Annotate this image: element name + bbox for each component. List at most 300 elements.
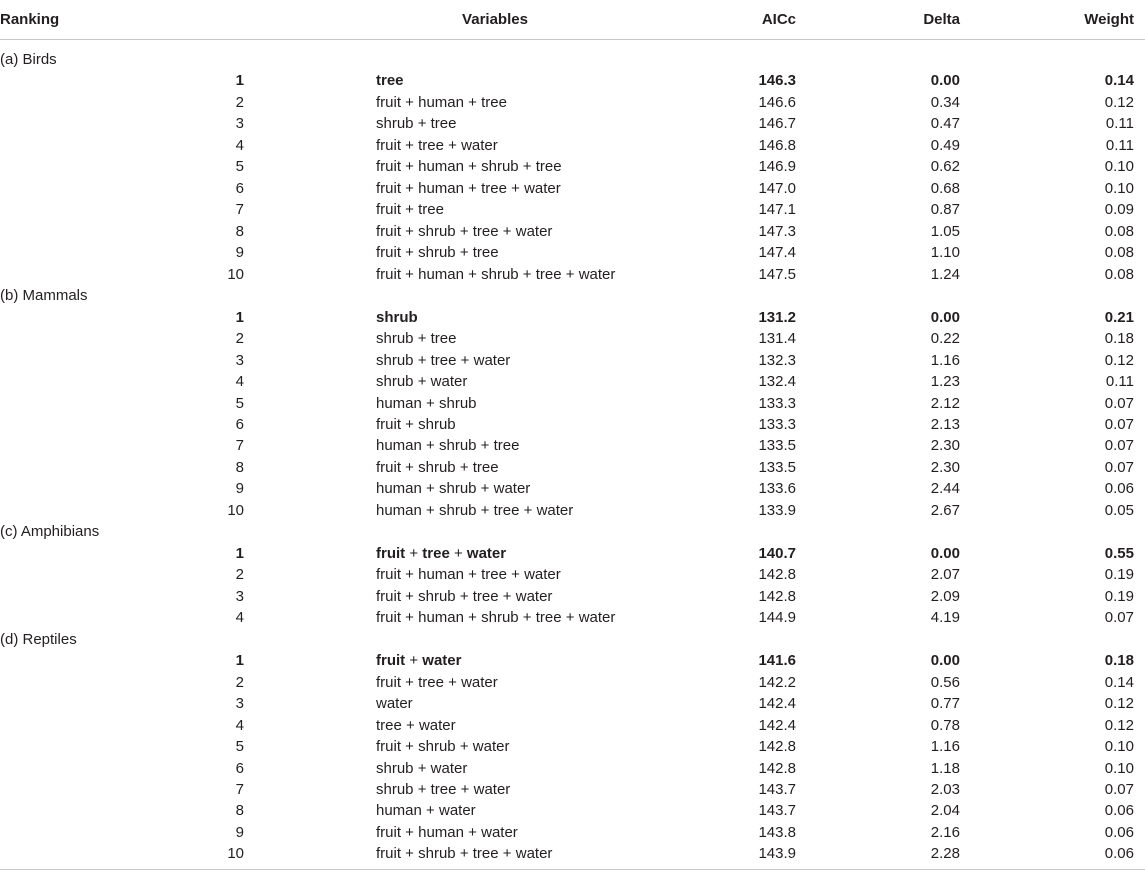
aicc-cell: 132.4 [758,373,796,391]
variable-term: fruit [376,823,402,841]
variables-cell [376,823,518,842]
variable-term: human [418,823,464,841]
table-row [0,821,1145,843]
delta-cell: 1.18 [930,759,960,777]
table-row [0,542,1145,564]
delta-cell: 0.22 [930,330,960,348]
variable-term: tree [418,136,444,154]
plus-sign: + [464,609,482,627]
variables-cell [376,651,461,670]
weight-cell: 0.14 [1104,72,1134,90]
variable-term: water [430,373,468,391]
weight-cell: 0.06 [1104,823,1134,841]
variable-term: shrub [438,501,477,519]
weight-cell: 0.18 [1104,330,1134,348]
aicc-cell: 147.1 [758,201,796,219]
plus-sign: + [518,158,536,176]
plus-sign: + [449,544,467,562]
variable-term: water [515,845,553,863]
aicc-cell: 146.3 [758,72,796,90]
variable-term: tree [418,201,444,219]
delta-cell: 0.56 [930,673,960,691]
variable-term: fruit [376,544,406,562]
variable-term: shrub [418,738,456,756]
plus-sign: + [421,437,439,455]
delta-cell: 1.24 [930,265,960,283]
variable-term: water [578,609,616,627]
variables-cell [376,351,510,370]
variable-term: tree [430,330,457,348]
rank-cell: 3 [235,695,244,713]
weight-cell: 0.06 [1104,802,1134,820]
aicc-cell: 133.5 [758,437,796,455]
aicc-cell: 147.3 [758,222,796,240]
variable-term: fruit [376,845,402,863]
variables-cell [376,179,561,198]
plus-sign: + [455,458,473,476]
variable-term: tree [535,609,562,627]
plus-sign: + [421,501,439,519]
variables-cell [376,801,476,820]
variables-cell [376,458,499,477]
delta-cell: 0.87 [930,201,960,219]
delta-cell: 2.04 [930,802,960,820]
variable-term: fruit [376,415,402,433]
delta-cell: 0.68 [930,179,960,197]
variables-cell [376,759,467,778]
variable-term: water [461,136,498,154]
table-row [0,263,1145,285]
variable-term: water [515,222,553,240]
delta-cell: 0.00 [930,652,960,670]
weight-cell: 0.12 [1104,351,1134,369]
delta-cell: 1.23 [930,373,960,391]
aicc-cell: 141.6 [758,652,796,670]
plus-sign: + [401,244,419,262]
group-label: (d) Reptiles [0,630,77,648]
aicc-cell: 133.9 [758,501,796,519]
variables-cell [376,329,457,348]
weight-cell: 0.12 [1104,695,1134,713]
rank-cell: 1 [235,544,244,562]
table-row [0,842,1145,864]
variables-cell [376,265,615,284]
variable-term: fruit [376,673,402,691]
weight-cell: 0.19 [1104,566,1134,584]
aicc-cell: 146.6 [758,93,796,111]
variable-term: fruit [376,738,402,756]
variable-term: shrub [418,587,456,605]
plus-sign: + [413,115,431,133]
variable-term: fruit [376,222,402,240]
weight-cell: 0.10 [1104,759,1134,777]
aicc-cell: 142.8 [758,759,796,777]
variables-cell [376,308,418,327]
variable-term: shrub [418,458,456,476]
variables-cell [376,479,530,498]
plus-sign: + [498,845,516,863]
weight-cell: 0.06 [1104,480,1134,498]
aicc-cell: 144.9 [758,609,796,627]
plus-sign: + [476,480,494,498]
table-row [0,456,1145,478]
table-row [0,370,1145,392]
weight-cell: 0.09 [1104,201,1134,219]
weight-cell: 0.08 [1104,244,1134,262]
plus-sign: + [464,566,482,584]
weight-cell: 0.08 [1104,222,1134,240]
variables-cell [376,694,413,713]
plus-sign: + [421,480,439,498]
delta-cell: 2.67 [930,501,960,519]
plus-sign: + [506,566,525,584]
aicc-cell: 142.8 [758,566,796,584]
table-row [0,413,1145,435]
group-label: (c) Amphibians [0,523,100,541]
variable-term: water [461,673,498,691]
delta-cell: 1.10 [930,244,960,262]
variable-term: tree [481,179,507,197]
plus-sign: + [405,652,423,670]
plus-sign: + [401,566,419,584]
variables-cell [376,394,477,413]
weight-cell: 0.21 [1104,308,1134,326]
plus-sign: + [455,222,473,240]
variable-term: shrub [376,759,414,777]
aicc-cell: 142.4 [758,695,796,713]
variable-term: fruit [376,265,402,283]
rank-cell: 3 [235,587,244,605]
aicc-cell: 146.8 [758,136,796,154]
delta-cell: 2.28 [930,845,960,863]
variable-term: tree [481,566,507,584]
table-row [0,392,1145,414]
variable-term: water [524,179,561,197]
weight-cell: 0.07 [1104,609,1134,627]
variables-cell [376,436,519,455]
aicc-cell: 143.7 [758,780,796,798]
aicc-cell: 146.7 [758,115,796,133]
plus-sign: + [498,587,516,605]
table-row [0,735,1145,757]
variable-term: water [473,351,511,369]
plus-sign: + [401,716,419,734]
variables-cell [376,157,562,176]
delta-cell: 0.62 [930,158,960,176]
table-row [0,606,1145,628]
rank-cell: 2 [235,566,244,584]
variable-term: shrub [438,480,477,498]
variables-cell [376,200,444,219]
variable-term: human [418,265,464,283]
plus-sign: + [456,351,474,369]
weight-cell: 0.12 [1104,716,1134,734]
variable-term: water [418,716,456,734]
rank-cell: 5 [235,738,244,756]
plus-sign: + [561,265,579,283]
variable-term: fruit [376,244,402,262]
variable-term: shrub [376,115,414,133]
plus-sign: + [464,158,482,176]
variable-term: tree [430,780,457,798]
aicc-cell: 143.7 [758,802,796,820]
variables-cell [376,780,510,799]
plus-sign: + [518,265,536,283]
weight-cell: 0.10 [1104,738,1134,756]
plus-sign: + [401,673,419,691]
aicc-cell: 133.6 [758,480,796,498]
variables-cell [376,415,456,434]
plus-sign: + [413,330,431,348]
table-row [0,69,1145,91]
variables-cell [376,243,499,262]
table-row [0,671,1145,693]
weight-cell: 0.05 [1104,501,1134,519]
weight-cell: 0.07 [1104,415,1134,433]
group-row [0,284,1145,306]
header-delta: Delta [923,11,960,28]
table-row [0,563,1145,585]
plus-sign: + [401,136,419,154]
aicc-cell: 132.3 [758,351,796,369]
rank-cell: 2 [235,673,244,691]
plus-sign: + [421,394,439,412]
weight-cell: 0.11 [1105,373,1134,391]
variable-term: fruit [376,93,402,111]
aicc-cell: 142.8 [758,738,796,756]
variable-term: tree [376,72,404,90]
rank-cell: 8 [235,458,244,476]
rank-cell: 10 [227,501,244,519]
header-aicc: AICc [761,11,796,28]
rank-cell: 6 [235,759,244,777]
variable-term: water [466,544,507,562]
plus-sign: + [455,587,473,605]
variable-term: shrub [438,437,477,455]
plus-sign: + [401,222,419,240]
delta-cell: 0.00 [930,544,960,562]
variable-term: human [418,179,464,197]
rank-cell: 9 [235,244,244,262]
group-label: (a) Birds [0,51,57,68]
variable-term: shrub [418,415,456,433]
rank-cell: 7 [235,437,244,455]
variables-cell [376,114,457,133]
rank-cell: 10 [227,265,244,283]
rank-cell: 4 [235,373,244,391]
table-row [0,649,1145,671]
weight-cell: 0.10 [1104,179,1134,197]
plus-sign: + [455,845,473,863]
variable-term: tree [493,501,520,519]
delta-cell: 1.05 [930,222,960,240]
plus-sign: + [476,501,494,519]
plus-sign: + [464,93,482,111]
variable-term: shrub [376,780,414,798]
table-header [0,0,1145,40]
delta-cell: 2.30 [930,458,960,476]
variables-cell [376,93,507,112]
variables-cell [376,608,615,627]
rank-cell: 2 [235,93,244,111]
variable-term: water [376,695,413,713]
plus-sign: + [443,673,462,691]
variable-term: tree [472,458,499,476]
plus-sign: + [456,780,474,798]
plus-sign: + [455,244,473,262]
plus-sign: + [518,609,536,627]
weight-cell: 0.10 [1104,158,1134,176]
table-row [0,692,1145,714]
plus-sign: + [401,823,419,841]
variable-term: tree [472,244,499,262]
rank-cell: 7 [235,780,244,798]
variable-term: water [515,587,553,605]
plus-sign: + [405,544,423,562]
plus-sign: + [464,179,482,197]
variable-term: fruit [376,566,402,584]
variable-term: water [473,780,511,798]
variable-term: shrub [438,394,477,412]
delta-cell: 4.19 [930,609,960,627]
variables-cell [376,544,506,563]
header-ranking: Ranking [0,11,60,28]
table-row [0,349,1145,371]
table-row [0,134,1145,156]
aicc-cell: 143.9 [758,845,796,863]
plus-sign: + [401,845,419,863]
weight-cell: 0.07 [1104,780,1134,798]
variable-term: water [438,802,476,820]
rank-cell: 3 [235,115,244,133]
variable-term: tree [422,544,450,562]
plus-sign: + [401,201,419,219]
variable-term: human [376,501,422,519]
delta-cell: 0.00 [930,308,960,326]
weight-cell: 0.11 [1105,115,1134,133]
variable-term: fruit [376,201,402,219]
variables-cell [376,136,498,155]
rank-cell: 1 [235,72,244,90]
weight-cell: 0.07 [1104,458,1134,476]
variables-cell [376,587,552,606]
table-row [0,714,1145,736]
plus-sign: + [443,136,462,154]
aicc-cell: 140.7 [758,544,796,562]
variable-term: fruit [376,458,402,476]
variable-term: shrub [376,330,414,348]
table-row [0,799,1145,821]
aicc-cell: 142.2 [758,673,796,691]
weight-cell: 0.12 [1104,93,1134,111]
variable-term: water [524,566,561,584]
weight-cell: 0.19 [1104,587,1134,605]
plus-sign: + [413,373,431,391]
plus-sign: + [401,415,419,433]
plus-sign: + [464,265,482,283]
plus-sign: + [455,738,473,756]
variables-cell [376,71,404,90]
table-row [0,757,1145,779]
plus-sign: + [413,351,431,369]
variable-term: fruit [376,158,402,176]
rank-cell: 7 [235,201,244,219]
aicc-cell: 142.8 [758,587,796,605]
variable-term: human [418,158,464,176]
variable-term: shrub [418,222,456,240]
rank-cell: 4 [235,136,244,154]
variable-term: human [376,802,422,820]
variable-term: human [418,566,464,584]
plus-sign: + [401,158,419,176]
variable-term: shrub [481,609,519,627]
variable-term: tree [376,716,402,734]
rank-cell: 9 [235,823,244,841]
variable-term: water [493,480,531,498]
header-weight: Weight [1084,11,1134,28]
plus-sign: + [401,738,419,756]
plus-sign: + [476,437,494,455]
delta-cell: 2.16 [930,823,960,841]
variable-term: shrub [481,158,519,176]
variable-term: shrub [376,373,414,391]
plus-sign: + [421,802,439,820]
variable-term: tree [493,437,520,455]
variable-term: human [418,93,464,111]
table-row [0,155,1145,177]
rank-cell: 1 [235,652,244,670]
rank-cell: 10 [227,845,244,863]
variables-cell [376,222,552,241]
plus-sign: + [464,823,482,841]
variable-term: shrub [376,308,418,326]
rank-cell: 1 [235,308,244,326]
plus-sign: + [519,501,537,519]
plus-sign: + [401,265,419,283]
variable-term: fruit [376,652,406,670]
aicc-cell: 143.8 [758,823,796,841]
plus-sign: + [413,780,431,798]
plus-sign: + [561,609,579,627]
table-row [0,477,1145,499]
group-row [0,628,1145,650]
variable-term: fruit [376,587,402,605]
rank-cell: 8 [235,222,244,240]
group-row [0,520,1145,542]
variable-term: tree [472,845,499,863]
plus-sign: + [401,609,419,627]
rank-cell: 6 [235,179,244,197]
table-row [0,112,1145,134]
aicc-cell: 147.5 [758,265,796,283]
table-row [0,778,1145,800]
rank-cell: 4 [235,716,244,734]
rank-cell: 5 [235,394,244,412]
table-row [0,198,1145,220]
table-row [0,177,1145,199]
table-row [0,220,1145,242]
rank-cell: 9 [235,480,244,498]
aicc-cell: 147.4 [758,244,796,262]
aicc-cell: 131.4 [758,330,796,348]
rank-cell: 6 [235,415,244,433]
variable-term: fruit [376,609,402,627]
variable-term: tree [535,158,562,176]
variable-term: tree [430,351,457,369]
plus-sign: + [401,587,419,605]
plus-sign: + [401,458,419,476]
variables-cell [376,565,561,584]
